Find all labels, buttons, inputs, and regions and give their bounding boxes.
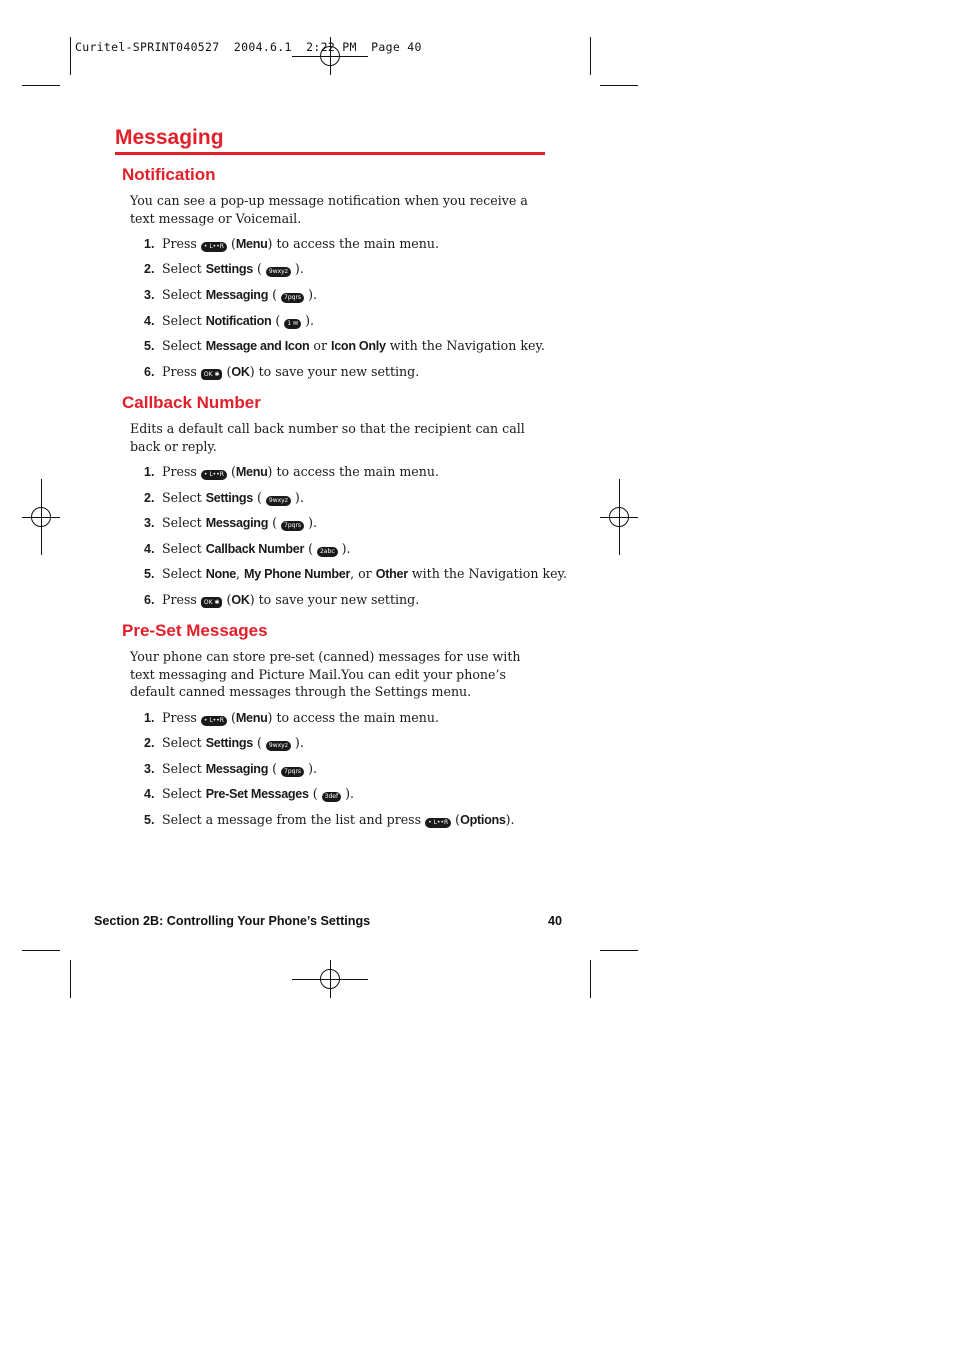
step-number: 4.	[144, 542, 155, 556]
step-text: ) to access the main menu.	[267, 710, 439, 725]
step-text: Select	[162, 541, 202, 556]
step-text: ).	[505, 812, 515, 827]
page-title: Messaging	[115, 126, 224, 149]
list-item: 6. Press OK ✱ (OK) to save your new setting.	[144, 592, 420, 607]
step-text: Select	[162, 287, 202, 302]
registration-circle	[609, 507, 629, 527]
step-term: Messaging	[205, 762, 269, 776]
registration-circle	[320, 969, 340, 989]
step-number: 6.	[144, 365, 155, 379]
step-text: Select	[162, 338, 202, 353]
list-item: 2. Select Settings ( 9wxyz ).	[144, 490, 304, 505]
step-term: Messaging	[205, 516, 269, 530]
list-item: 2. Select Settings ( 9wxyz ).	[144, 261, 304, 276]
crop-mark	[70, 37, 71, 75]
key-3-icon: 3def	[322, 792, 341, 802]
step-text: ).	[294, 261, 304, 276]
ok-key-icon: OK ✱	[201, 369, 223, 380]
registration-circle	[31, 507, 51, 527]
list-item: 1. Press • L••R (Menu) to access the main menu.	[144, 464, 439, 479]
step-text: Select	[162, 786, 202, 801]
crop-mark	[590, 37, 591, 75]
page-number: 40	[548, 914, 563, 928]
step-text: or	[313, 338, 328, 353]
crop-mark	[590, 960, 591, 998]
list-item: 6. Press OK ✱ (OK) to save your new setting.	[144, 364, 420, 379]
preset-intro: Your phone can store pre-set (canned) messages for use with text messaging and Picture Mail.You can edit your phone’s default canned messages through the Settings menu.	[130, 649, 521, 699]
step-number: 5.	[144, 813, 155, 827]
step-text: Select	[162, 261, 202, 276]
callback-intro: Edits a default call back number so that the recipient can call back or reply.	[130, 421, 525, 454]
list-item: 2. Select Settings ( 9wxyz ).	[144, 735, 304, 750]
step-text: ) to access the main menu.	[267, 464, 439, 479]
list-item: 1. Press • L••R (Menu) to access the main menu.	[144, 236, 439, 251]
step-term: My Phone Number	[244, 567, 351, 581]
menu-key-icon: • L••R	[201, 716, 227, 726]
list-item: 4. Select Callback Number ( 2abc ).	[144, 541, 351, 556]
key-2-icon: 2abc	[317, 547, 338, 557]
list-item: 3. Select Messaging ( 7pqrs ).	[144, 761, 317, 776]
step-number: 1.	[144, 711, 155, 725]
step-text: Select	[162, 761, 202, 776]
step-text: with the Navigation key.	[411, 566, 567, 581]
step-text: ) to save your new setting.	[249, 364, 420, 379]
step-text: with the Navigation key.	[389, 338, 545, 353]
step-text: Press	[162, 364, 197, 379]
step-term: Settings	[205, 262, 253, 276]
step-term: Settings	[205, 736, 253, 750]
crop-mark	[22, 85, 60, 86]
list-item	[144, 566, 567, 582]
key-7-icon: 7pqrs	[281, 521, 304, 531]
step-number: 1.	[144, 237, 155, 251]
step-text: Select a message from the list and press	[162, 812, 422, 827]
list-item: 4. Select Pre-Set Messages ( 3def ).	[144, 786, 355, 801]
crop-mark	[70, 960, 71, 998]
step-text: ).	[308, 761, 317, 776]
step-number: 3.	[144, 762, 155, 776]
step-term: Menu	[235, 237, 268, 251]
key-1-icon: 1 ✉	[284, 319, 301, 329]
step-number: 4.	[144, 787, 155, 801]
step-text: ) to access the main menu.	[267, 236, 439, 251]
menu-key-icon: • L••R	[425, 818, 451, 828]
step-text: ).	[345, 786, 355, 801]
step-number: 2.	[144, 262, 155, 276]
step-number: 5.	[144, 339, 155, 353]
step-term: Options	[460, 813, 506, 827]
list-item: 3. Select Messaging ( 7pqrs ).	[144, 515, 317, 530]
step-text: Select	[162, 515, 202, 530]
menu-key-icon: • L••R	[201, 470, 227, 480]
menu-key-icon: • L••R	[201, 242, 227, 252]
step-term: Pre-Set Messages	[205, 787, 309, 801]
crop-mark	[22, 950, 60, 951]
key-9-icon: 9wxyz	[266, 496, 291, 506]
crop-mark	[600, 950, 638, 951]
step-text: Select	[162, 566, 202, 581]
step-term: Callback Number	[205, 542, 305, 556]
preset-heading: Pre-Set Messages	[122, 621, 268, 640]
crop-mark	[600, 85, 638, 86]
list-item	[144, 338, 545, 354]
step-number: 4.	[144, 314, 155, 328]
step-term: Message and Icon	[205, 339, 310, 353]
step-term: Icon Only	[331, 339, 386, 353]
step-term: Menu	[235, 711, 268, 725]
step-text: Select	[162, 735, 202, 750]
title-rule	[115, 152, 545, 155]
step-term: Messaging	[205, 288, 269, 302]
callback-heading: Callback Number	[122, 393, 261, 412]
list-item: 3. Select Messaging ( 7pqrs ).	[144, 287, 317, 302]
step-text: ).	[341, 541, 351, 556]
step-text: ).	[308, 287, 317, 302]
list-item: 4. Select Notification ( 1 ✉ ).	[144, 313, 314, 328]
step-text: ,	[236, 566, 241, 581]
step-text: ).	[294, 735, 304, 750]
notification-intro: You can see a pop-up message notification when you receive a text message or Voicemail.	[130, 193, 528, 226]
ok-key-icon: OK ✱	[201, 597, 223, 608]
step-text: Press	[162, 464, 197, 479]
step-text: Select	[162, 490, 202, 505]
notification-heading: Notification	[122, 165, 216, 184]
footer-section: Section 2B: Controlling Your Phone’s Settings	[94, 914, 371, 928]
step-number: 6.	[144, 593, 155, 607]
list-item: 1. Press • L••R (Menu) to access the main menu.	[144, 710, 439, 725]
step-text: Press	[162, 592, 197, 607]
step-term: Other	[375, 567, 408, 581]
step-number: 5.	[144, 567, 155, 581]
step-text: ).	[305, 313, 314, 328]
step-text: , or	[350, 566, 372, 581]
key-7-icon: 7pqrs	[281, 767, 304, 777]
step-number: 2.	[144, 491, 155, 505]
key-9-icon: 9wxyz	[266, 741, 291, 751]
step-text: ).	[308, 515, 317, 530]
step-text: ).	[294, 490, 304, 505]
step-number: 1.	[144, 465, 155, 479]
step-number: 3.	[144, 288, 155, 302]
step-term: Notification	[205, 314, 272, 328]
step-text: Press	[162, 710, 197, 725]
step-number: 3.	[144, 516, 155, 530]
step-term: None	[205, 567, 236, 581]
key-7-icon: 7pqrs	[281, 293, 304, 303]
step-term: OK	[231, 365, 250, 379]
step-text: ) to save your new setting.	[249, 592, 420, 607]
list-item: 5. Select a message from the list and press • L••R (Options).	[144, 812, 515, 827]
step-term: OK	[231, 593, 250, 607]
step-term: Settings	[205, 491, 253, 505]
step-text: Press	[162, 236, 197, 251]
print-slug: Curitel-SPRINT040527 2004.6.1 2:22 PM Page 40	[75, 40, 422, 54]
step-text: Select	[162, 313, 202, 328]
step-term: Menu	[235, 465, 268, 479]
step-number: 2.	[144, 736, 155, 750]
key-9-icon: 9wxyz	[266, 267, 291, 277]
